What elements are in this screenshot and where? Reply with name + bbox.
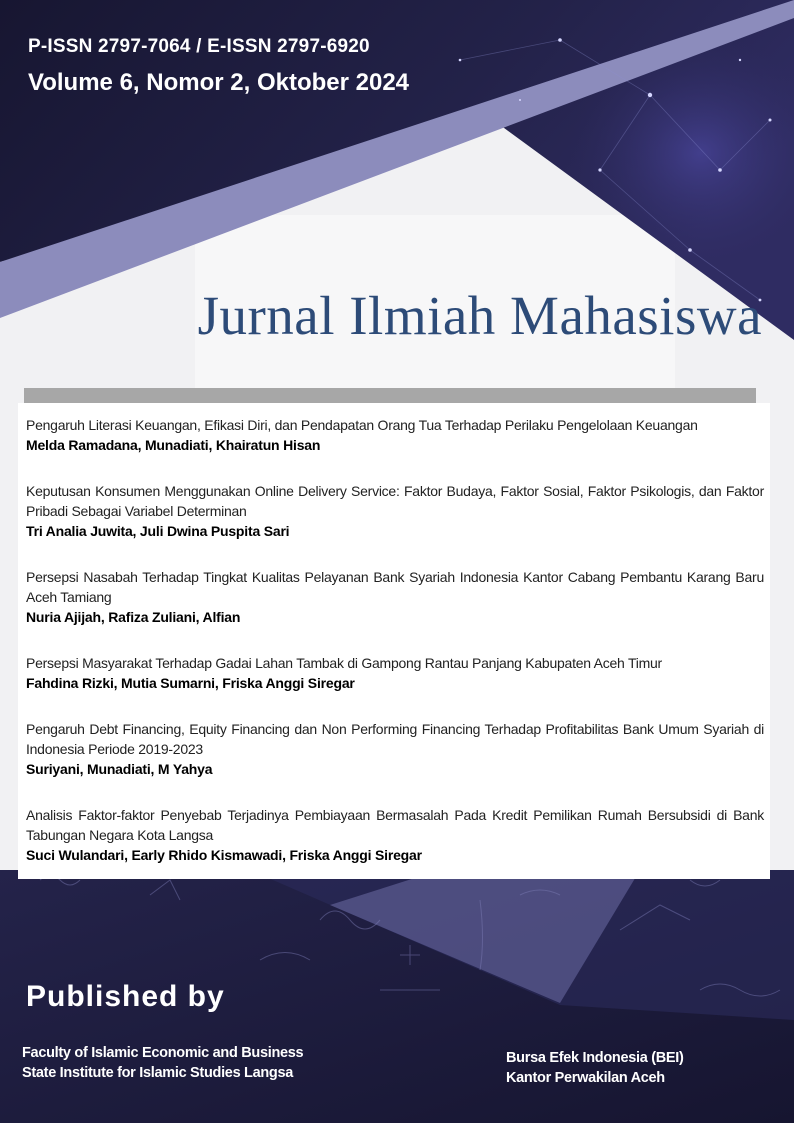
published-by-label: Published by	[26, 980, 225, 1013]
article-title: Persepsi Nasabah Terhadap Tingkat Kualitas Pelayanan Bank Syariah Indonesia Kantor Cabang Pembantu Karang Baru Aceh Tamiang	[26, 569, 764, 605]
article-title: Analisis Faktor-faktor Penyebab Terjadinya Pembiayaan Bermasalah Pada Kredit Pemilikan Rumah Bersubsidi di Bank Tabungan Negara Kota Langsa	[26, 807, 764, 843]
article-authors: Fahdina Rizki, Mutia Sumarni, Friska Anggi Siregar	[26, 675, 355, 691]
issn-line: P-ISSN 2797-7064 / E-ISSN 2797-6920	[28, 36, 370, 57]
article-title: Keputusan Konsumen Menggunakan Online Delivery Service: Faktor Budaya, Faktor Sosial, Faktor Psikologis, dan Faktor Pribadi Sebagai Variabel Determinan	[26, 483, 764, 519]
publisher-faculty	[22, 1043, 303, 1083]
article-authors: Suriyani, Munadiati, M Yahya	[26, 761, 213, 777]
article-authors: Tri Analia Juwita, Juli Dwina Puspita Sari	[26, 523, 290, 539]
article-authors: Nuria Ajijah, Rafiza Zuliani, Alfian	[26, 609, 241, 625]
article-title: Pengaruh Literasi Keuangan, Efikasi Diri, dan Pendapatan Orang Tua Terhadap Perilaku Pengelolaan Keuangan	[26, 417, 698, 433]
article-entry[interactable]	[18, 415, 770, 455]
article-entry[interactable]	[18, 805, 770, 865]
article-authors: Melda Ramadana, Munadiati, Khairatun Hisan	[26, 437, 321, 453]
publisher-bei-line1: Bursa Efek Indonesia (BEI)	[506, 1050, 684, 1066]
journal-title: Jurnal Ilmiah Mahasiswa	[197, 285, 762, 346]
article-title: Pengaruh Debt Financing, Equity Financing dan Non Performing Financing Terhadap Profitabilitas Bank Umum Syariah di Indonesia Periode 2019-2023	[26, 721, 764, 757]
publisher-faculty-line2: State Institute for Islamic Studies Langsa	[22, 1065, 294, 1081]
article-entry[interactable]	[18, 719, 770, 779]
publisher-bei	[506, 1048, 684, 1088]
divider-bar	[24, 388, 756, 403]
article-title: Persepsi Masyarakat Terhadap Gadai Lahan Tambak di Gampong Rantau Panjang Kabupaten Aceh Timur	[26, 655, 662, 671]
publisher-bei-line2: Kantor Perwakilan Aceh	[506, 1070, 665, 1086]
table-of-contents	[18, 403, 770, 879]
publisher-faculty-line1: Faculty of Islamic Economic and Business	[22, 1045, 304, 1061]
article-entry[interactable]	[18, 653, 770, 693]
article-entry[interactable]	[18, 567, 770, 627]
article-entry[interactable]	[18, 481, 770, 541]
volume-issue: Volume 6, Nomor 2, Oktober 2024	[28, 69, 410, 96]
article-authors: Suci Wulandari, Early Rhido Kismawadi, Friska Anggi Siregar	[26, 847, 422, 863]
